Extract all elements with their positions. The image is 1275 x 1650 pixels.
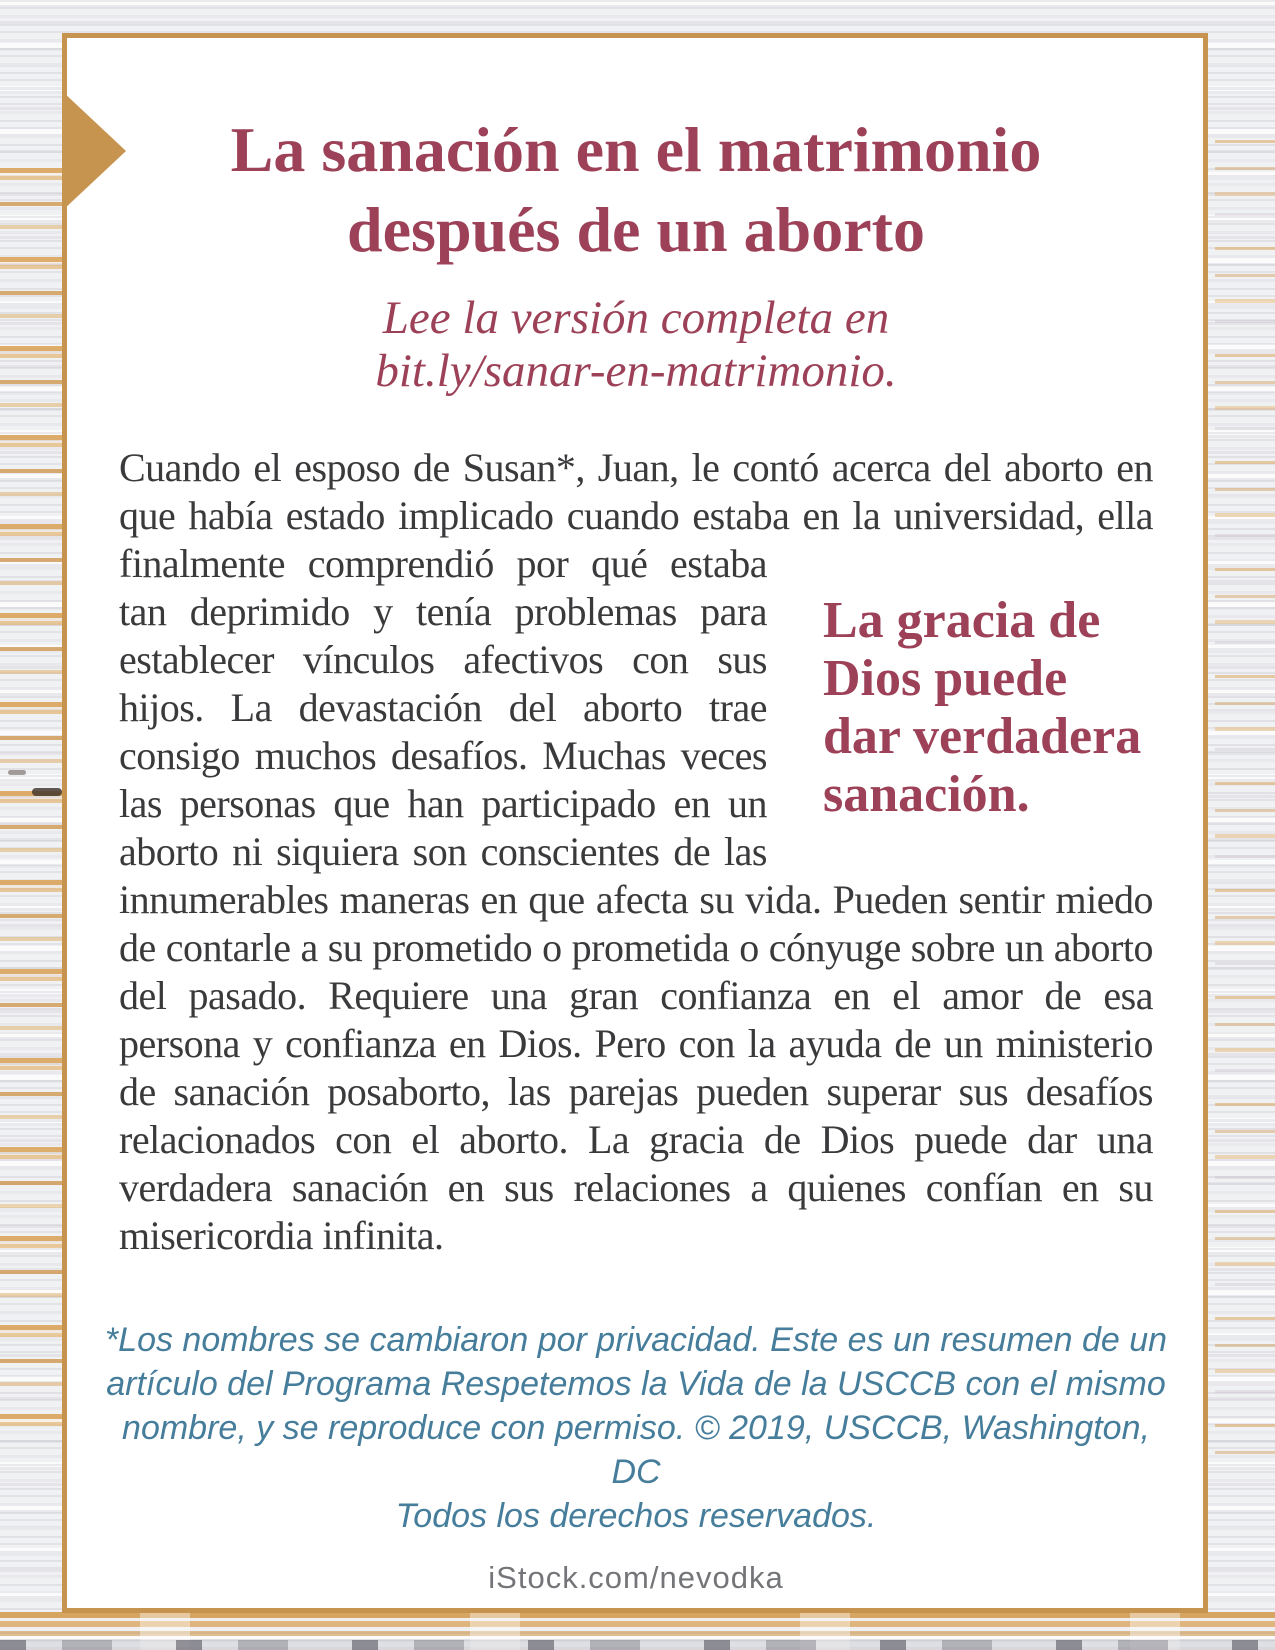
wood-texture-right bbox=[1215, 140, 1275, 1470]
wood-texture-bottom-edge bbox=[0, 1640, 1275, 1650]
wood-knot bbox=[8, 770, 26, 775]
subtitle-url: bit.ly/sanar-en-matrimonio. bbox=[375, 345, 897, 397]
pull-quote bbox=[823, 592, 1153, 824]
page-title-line-2: después de un aborto bbox=[347, 194, 925, 265]
footnote-rights: Todos los derechos reservados. bbox=[395, 1497, 877, 1535]
article-paragraph bbox=[119, 444, 1153, 1260]
photo-credit: iStock.com/nevodka bbox=[488, 1560, 784, 1595]
pull-quote-line-1: La gracia de bbox=[823, 592, 1101, 649]
footnote-text: *Los nombres se cambiaron por privacidad. Este es un resumen de un artículo del Programa Respetemos la Vida de la USCCB con el mismo nombre, y se reproduce con permiso. © 2019, USCCB, Washington, DC bbox=[104, 1321, 1168, 1491]
pull-quote-line-3: dar verdadera bbox=[823, 708, 1142, 765]
triangle-arrow-icon bbox=[62, 91, 126, 211]
wood-texture-bottom bbox=[0, 1612, 1275, 1650]
footnote bbox=[93, 1318, 1179, 1538]
subtitle-line-1: Lee la versión completa en bbox=[382, 292, 890, 344]
content-card bbox=[62, 33, 1208, 1613]
pull-quote-line-2: Dios puede bbox=[823, 650, 1068, 707]
paragraph-start: Cuando el esposo de Susan*, Juan, le contó acerca del aborto en que había estado implicado cuando estaba en bbox=[119, 445, 1153, 538]
subtitle bbox=[119, 292, 1153, 398]
paragraph-end: la universidad, ella finalmente comprendió por qué estaba tan deprimido y tenía problemas para establecer vínculos afectivos con sus hijos. La devastación del aborto trae consigo muchos desafíos. Muchas veces las personas que han participado en un aborto ni siquiera son conscientes de las innumerables maneras en que afecta su vida. Pueden sentir miedo de contarle a su prometido o prometida o cónyuge sobre un aborto del pasado. Requiere una gran confianza en el amor de esa persona y confianza en Dios. Pero con la ayuda de un ministerio de sanación posaborto, las parejas pueden superar sus desafíos relacionados con el aborto. La gracia de Dios puede dar una verdadera sanación en sus relaciones a quienes confían en su misericordia infinita. bbox=[119, 493, 1153, 1258]
wood-texture-left bbox=[0, 168, 62, 1430]
page-title bbox=[119, 110, 1153, 270]
page-title-line-1: La sanación en el matrimonio bbox=[230, 114, 1042, 185]
card-content bbox=[67, 38, 1203, 1608]
pull-quote-line-4: sanación. bbox=[823, 766, 1030, 823]
wood-knot bbox=[32, 788, 62, 796]
